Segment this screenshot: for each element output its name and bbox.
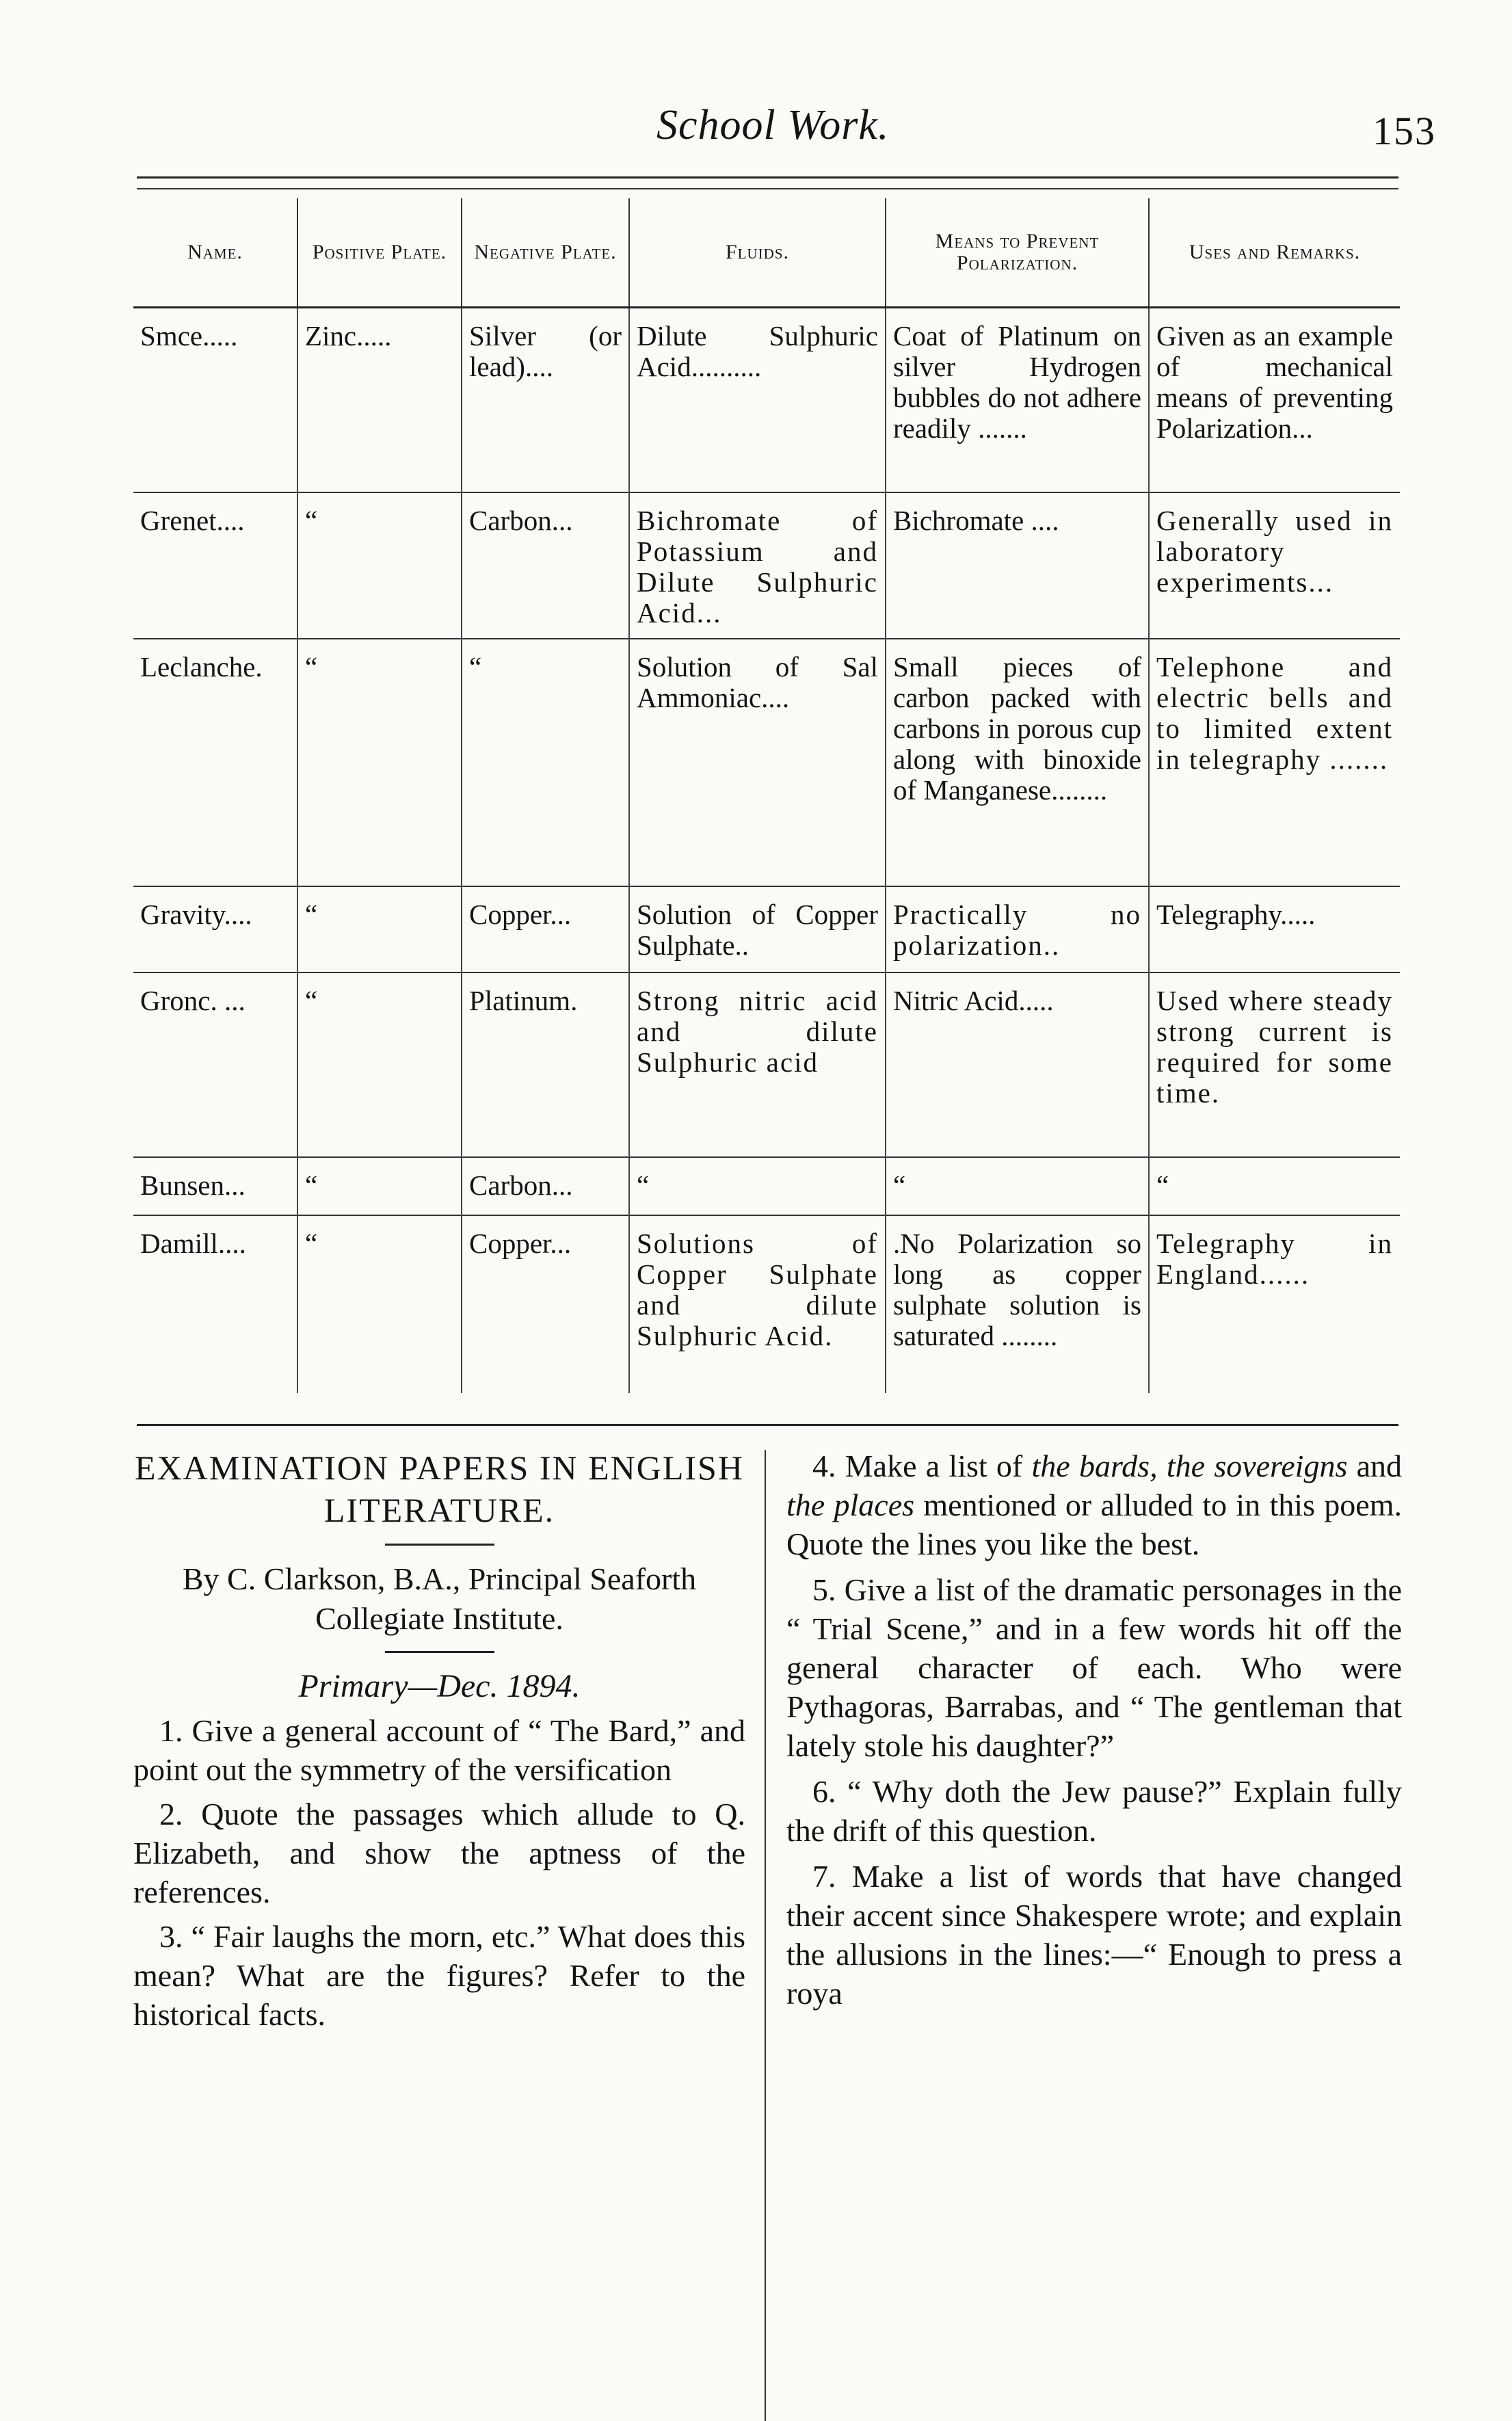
- left-column: [133, 1446, 745, 2039]
- heading-rule: [385, 1544, 494, 1546]
- q4-bards: the bards,: [1031, 1448, 1158, 1483]
- cell-positive: Zinc.....: [297, 308, 462, 492]
- cell-means: Bichromate ....: [886, 492, 1149, 639]
- cell-means: Coat of Platinum on silver Hydrogen bubbles do not adhere readily .......: [886, 308, 1149, 492]
- cell-means: “: [886, 1157, 1149, 1215]
- column-divider: [765, 1450, 766, 2421]
- table-header-row: [133, 198, 1400, 308]
- cell-means: Small pieces of carbon packed with carbons in porous cup along with binoxide of Manganese........: [886, 639, 1149, 886]
- table-bottom-rule: [137, 1424, 1398, 1426]
- cell-name: Gravity....: [133, 886, 297, 973]
- cell-fluids: “: [629, 1157, 886, 1215]
- page-number: 153: [1372, 109, 1436, 153]
- top-rule: [137, 176, 1398, 178]
- question-1: 1. Give a general account of “ The Bard,” and point out the symmetry of the versification: [133, 1713, 745, 1787]
- top-rule-thin: [137, 188, 1398, 189]
- header-name: Name.: [133, 198, 297, 308]
- question-5: 5. Give a list of the dramatic personages in the “ Trial Scene,” and in a few words hit off the general character of each. Who were Pythagoras, Barrabas, and “ The gentleman that lately stole his daughter?”: [786, 1572, 1402, 1763]
- cell-name: Gronc. ...: [133, 973, 297, 1157]
- exam-title: Primary—Dec. 1894.: [298, 1668, 581, 1704]
- q4-and: and: [1356, 1448, 1403, 1483]
- q4-the: the: [1166, 1448, 1206, 1483]
- cell-name: Leclanche.: [133, 639, 297, 886]
- cell-fluids: Bichromate of Potassium and Dilute Sulphuric Acid...: [629, 492, 886, 639]
- byline-rule: [385, 1651, 494, 1653]
- cell-uses: Generally used in laboratory experiments...: [1156, 504, 1393, 598]
- cell-uses: Telegraphy in England......: [1156, 1227, 1393, 1290]
- cell-uses: “: [1156, 1169, 1169, 1201]
- table-row: [133, 1157, 1400, 1215]
- cell-positive: “: [297, 1157, 462, 1215]
- table-row: [133, 492, 1400, 639]
- q4-end: mentioned or alluded to in this poem. Quote the lines you like the best.: [786, 1487, 1403, 1561]
- cell-fluids: Solutions of Copper Sulphate and dilute Sulphuric Acid.: [629, 1215, 886, 1393]
- cell-negative: Carbon...: [462, 492, 629, 639]
- cell-fluids: Dilute Sulphuric Acid..........: [629, 308, 886, 492]
- table-row: [133, 886, 1400, 973]
- cell-uses: Given as an example of mechanical means of preventing Polarization...: [1156, 320, 1393, 444]
- cell-negative: “: [462, 639, 629, 886]
- table-row: [133, 973, 1400, 1157]
- question-7: 7. Make a list of words that have changed their accent since Shakespere wrote; and explain the allusions in the lines:—“ Enough to press a roya: [786, 1859, 1402, 2011]
- cell-name: Bunsen...: [133, 1157, 297, 1215]
- question-6: 6. “ Why doth the Jew pause?” Explain fully the drift of this question.: [786, 1774, 1402, 1848]
- cell-means: .No Polarization so long as copper sulphate solution is saturated ........: [886, 1215, 1149, 1393]
- question-4: [786, 1446, 1402, 1563]
- cell-means: Practically no polarization..: [886, 886, 1149, 973]
- section-heading: EXAMINATION PAPERS IN ENGLISH LITERATURE.: [135, 1448, 744, 1529]
- header-fluids: Fluids.: [629, 198, 886, 308]
- header-uses: Uses and Remarks.: [1189, 241, 1361, 263]
- right-column: [786, 1446, 1402, 2020]
- cell-name: Grenet....: [133, 492, 297, 639]
- cell-uses: Used where steady strong current is required for some time.: [1156, 984, 1393, 1109]
- cell-negative: Copper...: [462, 1215, 629, 1393]
- header-positive-plate: Positive Plate.: [297, 198, 462, 308]
- cell-name: Damill....: [133, 1215, 297, 1393]
- table-row: [133, 1215, 1400, 1393]
- q4-sovereigns: sovereigns: [1214, 1448, 1348, 1483]
- question-2: 2. Quote the passages which allude to Q. Elizabeth, and show the aptness of the references.: [133, 1797, 745, 1909]
- q4-places: the places: [786, 1487, 915, 1522]
- battery-table: [133, 198, 1400, 1393]
- cell-positive: “: [297, 973, 462, 1157]
- cell-positive: “: [297, 886, 462, 973]
- cell-negative: Copper...: [462, 886, 629, 973]
- cell-negative: Silver (or lead)....: [462, 308, 629, 492]
- cell-means: Nitric Acid.....: [886, 973, 1149, 1157]
- header-negative-plate: Negative Plate.: [462, 198, 629, 308]
- cell-positive: “: [297, 639, 462, 886]
- cell-uses: Telephone and electric bells and to limited extent in telegraphy .......: [1156, 650, 1393, 775]
- cell-positive: “: [297, 1215, 462, 1393]
- q4-start: 4. Make a list of: [812, 1448, 1023, 1483]
- header-means: Means to Prevent Polarization.: [886, 198, 1149, 308]
- cell-positive: “: [297, 492, 462, 639]
- cell-fluids: Solution of Sal Ammoniac....: [629, 639, 886, 886]
- table-row: [133, 308, 1400, 492]
- byline: By C. Clarkson, B.A., Principal Seaforth Collegiate Institute.: [182, 1561, 697, 1636]
- question-3: 3. “ Fair laughs the morn, etc.” What does this mean? What are the figures? Refer to the historical facts.: [133, 1919, 745, 2032]
- page-header: [137, 101, 1436, 156]
- cell-uses: Telegraphy.....: [1156, 898, 1316, 930]
- cell-name: Smce.....: [133, 308, 297, 492]
- cell-negative: Carbon...: [462, 1157, 629, 1215]
- table-row: [133, 639, 1400, 886]
- cell-fluids: Strong nitric acid and dilute Sulphuric acid: [629, 973, 886, 1157]
- cell-negative: Platinum.: [462, 973, 629, 1157]
- running-title: School Work.: [656, 102, 890, 148]
- cell-fluids: Solution of Copper Sulphate..: [629, 886, 886, 973]
